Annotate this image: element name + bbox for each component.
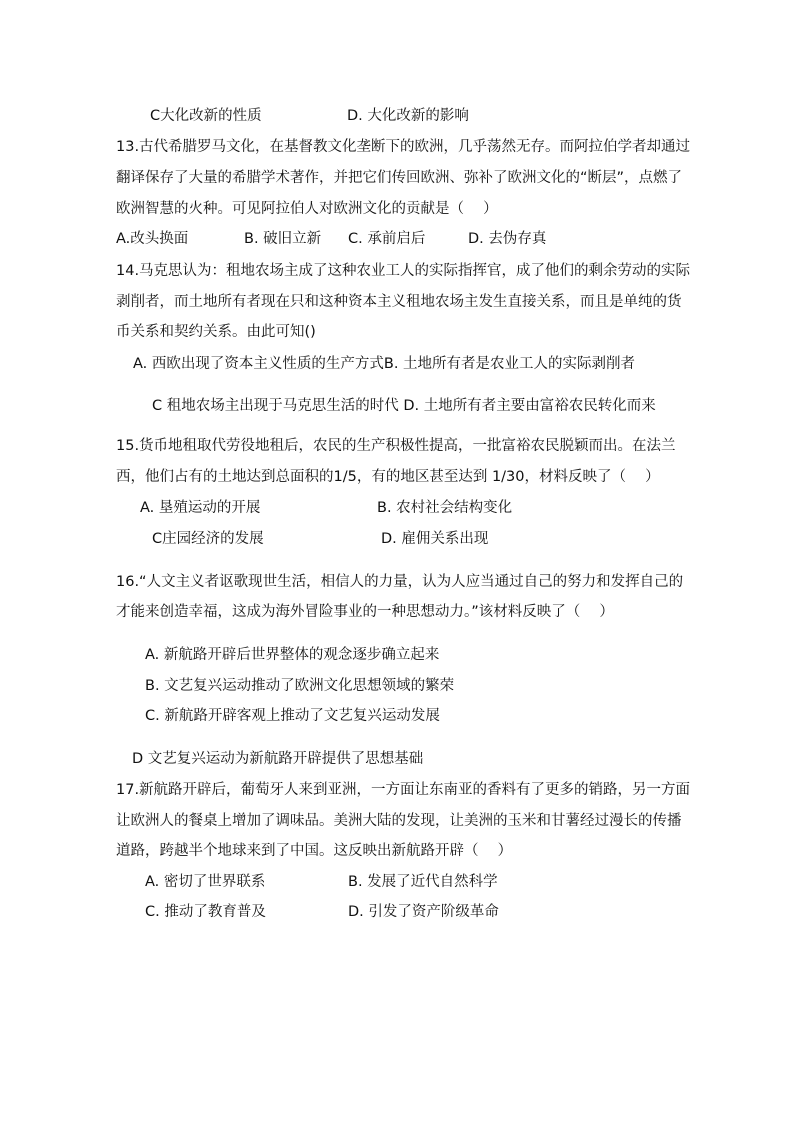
q15-option-a: A. 垦殖运动的开展 — [140, 500, 261, 516]
q14-stem-line-3: 币关系和契约关系。由此可知() — [116, 324, 316, 340]
q16-stem-line-1: 16.“人文主义者讴歌现世生活，相信人的力量，认为人应当通过自己的努力和发挥自己的 — [116, 574, 684, 590]
q17-option-c: C. 推动了教育普及 — [145, 904, 266, 920]
q16-option-b: B. 文艺复兴运动推动了欧洲文化思想领域的繁荣 — [145, 678, 455, 694]
q16-stem-line-2: 才能来创造幸福，这成为海外冒险事业的一种思想动力。”该材料反映了（ ） — [116, 604, 614, 620]
q16-option-d: D 文艺复兴运动为新航路开辟提供了思想基础 — [132, 751, 424, 767]
q17-stem-line-1: 17.新航路开辟后，葡萄牙人来到亚洲，一方面让东南亚的香料有了更多的销路，另一方面 — [116, 782, 691, 798]
q13-stem-line-1: 13.古代希腊罗马文化，在基督教文化垄断下的欧洲，几乎荡然无存。而阿拉伯学者却通过 — [116, 139, 691, 155]
q13-option-b: B. 破旧立新 — [244, 231, 322, 247]
q15-option-b: B. 农村社会结构变化 — [377, 500, 513, 516]
q17-stem-line-3: 道路，跨越半个地球来到了中国。这反映出新航路开辟（ ） — [116, 843, 513, 859]
q15-stem-line-1: 15.货币地租取代劳役地租后，农民的生产积极性提高，一批富裕农民脱颖而出。在法兰 — [116, 438, 676, 454]
q13-option-a: A.改头换面 — [116, 231, 189, 247]
q16-option-a: A. 新航路开辟后世界整体的观念逐步确立起来 — [145, 647, 440, 663]
q15-option-c: C庄园经济的发展 — [152, 531, 264, 547]
q15-option-d: D. 雇佣关系出现 — [381, 531, 489, 547]
q13-stem-line-3: 欧洲智慧的火种。可见阿拉伯人对欧洲文化的贡献是（ ） — [116, 201, 498, 217]
q13-stem-line-2: 翻译保存了大量的希腊学术著作，并把它们传回欧洲、弥补了欧洲文化的“断层”，点燃了 — [116, 170, 683, 186]
q13-option-d: D. 去伪存真 — [468, 231, 547, 247]
q17-option-d: D. 引发了资产阶级革命 — [348, 904, 499, 920]
q13-option-c: C. 承前启后 — [348, 231, 426, 247]
q15-stem-line-2: 西，他们占有的土地达到总面积的1/5，有的地区甚至达到 1/30，材料反映了（ ） — [116, 469, 660, 485]
q12-option-c: C大化改新的性质 — [150, 108, 262, 124]
q14-options-line-2: C 租地农场主出现于马克思生活的时代 D. 土地所有者主要由富裕农民转化而来 — [152, 398, 656, 414]
q17-stem-line-2: 让欧洲人的餐桌上增加了调味品。美洲大陆的发现，让美洲的玉米和甘薯经过漫长的传播 — [116, 813, 682, 829]
q17-option-b: B. 发展了近代自然科学 — [348, 874, 498, 890]
q14-options-line-1: A. 西欧出现了资本主义性质的生产方式B. 土地所有者是农业工人的实际剥削者 — [133, 356, 636, 372]
q14-stem-line-1: 14.马克思认为：租地农场主成了这种农业工人的实际指挥官，成了他们的剩余劳动的实际 — [116, 263, 691, 279]
q17-option-a: A. 密切了世界联系 — [145, 874, 266, 890]
q14-stem-line-2: 剥削者，而土地所有者现在只和这种资本主义租地农场主发生直接关系，而且是单纯的货 — [116, 294, 682, 310]
q12-option-d: D. 大化改新的影响 — [347, 108, 469, 124]
q16-option-c: C. 新航路开辟客观上推动了文艺复兴运动发展 — [145, 708, 440, 724]
